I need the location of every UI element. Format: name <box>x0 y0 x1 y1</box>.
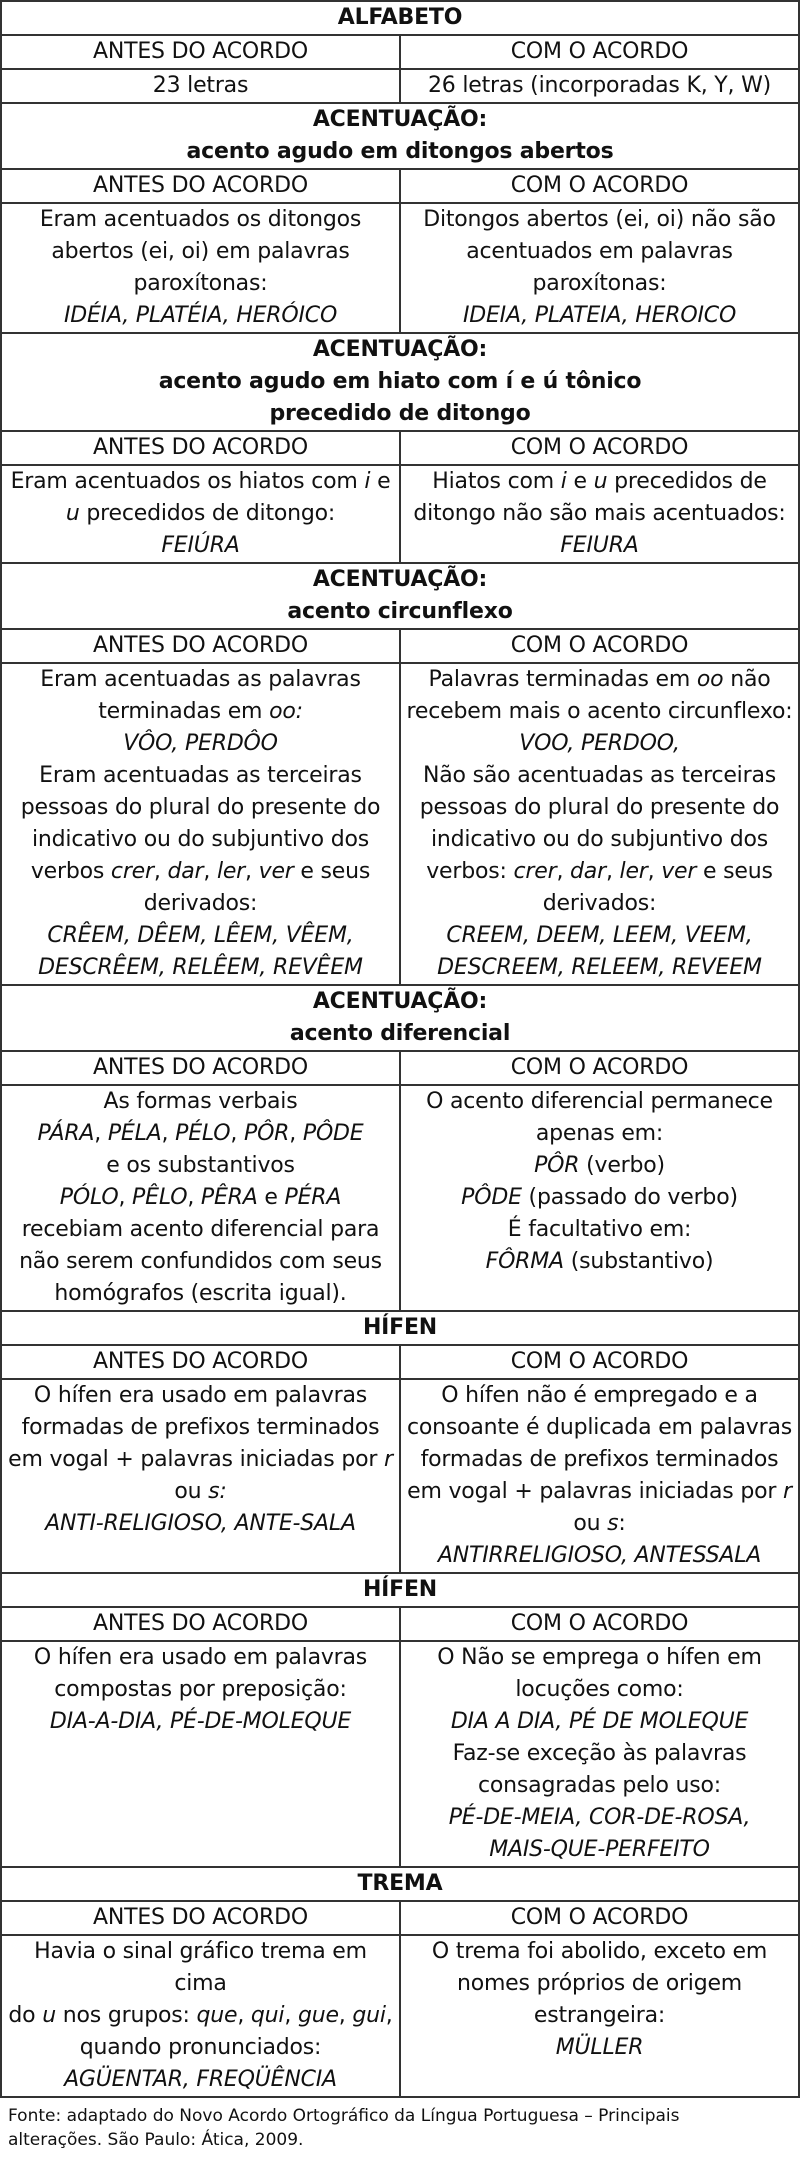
text-segment: e <box>257 1185 285 1210</box>
text-segment: O trema foi abolido, exceto em <box>431 1939 768 1964</box>
text-segment: terminadas em <box>98 699 270 724</box>
text-segment: , <box>237 2003 251 2028</box>
section-title <box>1 1867 799 1901</box>
section-heading-row <box>1 1573 799 1607</box>
text-line <box>405 1642 794 1674</box>
text-segment: nos grupos: <box>55 2003 197 2028</box>
section-heading-row <box>1 1 799 35</box>
text-segment: pessoas do plural do presente do <box>20 795 381 820</box>
section-heading-row <box>1 1867 799 1901</box>
text-segment: indicativo ou do subjuntivo dos <box>430 827 768 852</box>
text-segment: abertos (ei, oi) em palavras <box>51 239 350 264</box>
text-segment: , <box>605 859 620 884</box>
text-line <box>405 1476 794 1508</box>
text-line <box>6 760 395 792</box>
example-term: oo <box>696 667 724 692</box>
text-line <box>405 2032 794 2064</box>
example-term: CRÊEM, DÊEM, LÊEM, VÊEM, <box>47 923 354 948</box>
text-segment: , <box>161 1121 176 1146</box>
text-segment: , <box>556 859 571 884</box>
example-term: PÔR <box>534 1153 580 1178</box>
example-term: FEIURA <box>560 533 639 558</box>
cell-before <box>1 203 400 333</box>
column-header-after: COM O ACORDO <box>400 629 799 663</box>
text-segment: derivados: <box>542 891 657 916</box>
text-line <box>6 1936 395 2000</box>
text-segment: , <box>153 859 168 884</box>
text-segment: locuções como: <box>515 1677 684 1702</box>
text-segment: do <box>8 2003 43 2028</box>
text-line <box>405 888 794 920</box>
text-segment: : <box>618 1511 626 1536</box>
text-segment: em vogal + palavras iniciadas por <box>407 1479 784 1504</box>
text-line <box>405 1380 794 1412</box>
text-line <box>405 856 794 888</box>
text-line <box>6 204 395 236</box>
example-term: r <box>384 1447 393 1472</box>
example-term: ANTIRRELIGIOSO, ANTESSALA <box>437 1543 762 1568</box>
section-title-line: TREMA <box>357 1871 443 1896</box>
text-line <box>405 664 794 696</box>
text-line <box>405 1214 794 1246</box>
example-term: IDEIA, PLATEIA, HEROICO <box>462 303 737 328</box>
text-segment: ou <box>573 1511 608 1536</box>
text-line <box>405 1150 794 1182</box>
text-segment: É facultativo em: <box>507 1217 692 1242</box>
example-term: PÔR <box>244 1121 290 1146</box>
text-segment: , <box>187 1185 201 1210</box>
column-header-after: COM O ACORDO <box>400 431 799 465</box>
example-term: u <box>593 469 608 494</box>
text-segment: , <box>338 2003 353 2028</box>
example-term: r <box>783 1479 792 1504</box>
section-title-line: acento agudo em ditongos abertos <box>186 139 614 164</box>
text-segment: e seus <box>696 859 773 884</box>
section-title <box>1 1311 799 1345</box>
example-term: VÔO, PERDÔO <box>123 731 278 756</box>
cell-after <box>400 69 799 103</box>
text-segment: consagradas pelo uso: <box>478 1773 721 1798</box>
text-segment: Hiatos com <box>432 469 561 494</box>
text-line <box>6 856 395 888</box>
text-line <box>405 1968 794 2000</box>
content-row <box>1 203 799 333</box>
text-line <box>405 1540 794 1572</box>
column-header-row <box>1 431 799 465</box>
text-line <box>405 1706 794 1738</box>
example-term: s <box>607 1511 619 1536</box>
section-title-line: HÍFEN <box>362 1315 438 1340</box>
text-line <box>405 268 794 300</box>
text-line <box>405 1182 794 1214</box>
text-line <box>405 696 794 728</box>
example-term: PÊRA <box>200 1185 258 1210</box>
column-header-row <box>1 169 799 203</box>
text-line <box>6 498 395 530</box>
example-term: AGÜENTAR, FREQÜÊNCIA <box>64 2067 337 2092</box>
text-segment: , <box>284 2003 298 2028</box>
text-segment: derivados: <box>143 891 258 916</box>
source-note <box>0 2098 800 2152</box>
text-line <box>6 1412 395 1444</box>
text-line <box>405 1936 794 1968</box>
text-line <box>6 664 395 696</box>
text-segment: Eram acentuadas as terceiras <box>39 763 362 788</box>
text-line <box>405 1834 794 1866</box>
text-segment: e seus <box>293 859 371 884</box>
section-title-line: precedido de ditongo <box>269 401 531 426</box>
text-segment: nomes próprios de origem <box>456 1971 743 1996</box>
text-segment: , <box>245 859 259 884</box>
example-term: i <box>364 469 371 494</box>
example-term: u <box>65 501 80 526</box>
example-term: PÉLA <box>107 1121 162 1146</box>
text-segment: , <box>230 1121 244 1146</box>
content-row <box>1 1935 799 2097</box>
section-heading-row <box>1 1311 799 1345</box>
text-line <box>6 268 395 300</box>
text-line <box>405 1802 794 1834</box>
text-segment: , <box>203 859 217 884</box>
example-term: IDÉIA, PLATÉIA, HERÓICO <box>63 303 338 328</box>
example-term: ler <box>619 859 648 884</box>
text-segment: formadas de prefixos terminados <box>21 1415 380 1440</box>
text-line <box>6 1150 395 1182</box>
text-segment: 26 letras (incorporadas K, Y, W) <box>427 73 772 98</box>
text-line <box>405 728 794 760</box>
column-header-before: ANTES DO ACORDO <box>1 169 400 203</box>
content-row <box>1 69 799 103</box>
example-term: FEIÚRA <box>161 533 240 558</box>
text-segment: consoante é duplicada em palavras <box>406 1415 793 1440</box>
example-term: CREEM, DEEM, LEEM, VEEM, <box>446 923 753 948</box>
text-line <box>6 1118 395 1150</box>
text-line <box>6 2064 395 2096</box>
section-title-line: acento circunflexo <box>287 599 513 624</box>
text-segment: não <box>723 667 771 692</box>
column-header-row <box>1 629 799 663</box>
text-line <box>405 1412 794 1444</box>
text-segment: verbos: <box>426 859 514 884</box>
comparison-table-body <box>1 1 799 2097</box>
section-title <box>1 333 799 431</box>
text-line <box>6 530 395 562</box>
text-segment: estrangeira: <box>533 2003 666 2028</box>
example-term: FÔRMA <box>485 1249 564 1274</box>
section-title <box>1 985 799 1051</box>
text-segment: , <box>118 1185 133 1210</box>
cell-after <box>400 465 799 563</box>
column-header-after: COM O ACORDO <box>400 1607 799 1641</box>
text-line <box>6 2000 395 2032</box>
text-segment: precedidos de ditongo: <box>79 501 336 526</box>
text-line <box>405 1738 794 1770</box>
text-line <box>6 1246 395 1278</box>
section-heading-row <box>1 985 799 1051</box>
example-term: ANTI-RELIGIOSO, ANTE-SALA <box>45 1511 356 1536</box>
text-line <box>6 888 395 920</box>
section-title-line: ACENTUAÇÃO: <box>312 107 488 132</box>
text-segment: apenas em: <box>535 1121 664 1146</box>
text-line <box>405 760 794 792</box>
cell-before <box>1 1085 400 1311</box>
text-line <box>6 792 395 824</box>
text-line <box>405 1770 794 1802</box>
section-title <box>1 1573 799 1607</box>
cell-before <box>1 1379 400 1573</box>
example-term: PÁRA <box>37 1121 95 1146</box>
text-line <box>6 1086 395 1118</box>
content-row <box>1 1379 799 1573</box>
text-line <box>405 530 794 562</box>
cell-after <box>400 1379 799 1573</box>
example-term: PÔDE <box>302 1121 364 1146</box>
example-term: ver <box>258 859 294 884</box>
example-term: PÔDE <box>461 1185 522 1210</box>
text-line <box>6 1674 395 1706</box>
text-segment: quando pronunciados: <box>79 2035 322 2060</box>
section-title <box>1 1 799 35</box>
column-header-before: ANTES DO ACORDO <box>1 35 400 69</box>
text-line <box>405 1674 794 1706</box>
column-header-row <box>1 35 799 69</box>
text-segment: e <box>370 469 391 494</box>
cell-before <box>1 663 400 985</box>
text-segment: O hífen não é empregado e a <box>441 1383 758 1408</box>
column-header-after: COM O ACORDO <box>400 35 799 69</box>
column-header-row <box>1 1051 799 1085</box>
example-term: DESCRÊEM, RELÊEM, REVÊEM <box>38 955 363 980</box>
text-segment: Eram acentuadas as palavras <box>40 667 361 692</box>
text-segment: compostas por preposição: <box>54 1677 347 1702</box>
text-line <box>6 728 395 760</box>
example-term: MAIS-QUE-PERFEITO <box>489 1837 710 1862</box>
cell-before <box>1 1935 400 2097</box>
text-line <box>6 696 395 728</box>
text-segment: , <box>94 1121 108 1146</box>
text-segment: (passado do verbo) <box>521 1185 738 1210</box>
text-line <box>6 1214 395 1246</box>
example-term: DESCREEM, RELEEM, REVEEM <box>437 955 762 980</box>
column-header-after: COM O ACORDO <box>400 1051 799 1085</box>
content-row <box>1 1641 799 1867</box>
text-segment: O hífen era usado em palavras <box>33 1645 368 1670</box>
text-line <box>405 1444 794 1476</box>
text-segment: verbos <box>30 859 111 884</box>
text-line <box>6 1278 395 1310</box>
text-segment: e os substantivos <box>106 1153 295 1178</box>
column-header-after: COM O ACORDO <box>400 169 799 203</box>
section-title-line: ACENTUAÇÃO: <box>312 337 488 362</box>
text-line <box>405 792 794 824</box>
section-title <box>1 103 799 169</box>
text-segment: Faz-se exceção às palavras <box>452 1741 747 1766</box>
text-line <box>405 498 794 530</box>
example-term: gui <box>352 2003 386 2028</box>
section-title <box>1 563 799 629</box>
section-heading-row <box>1 103 799 169</box>
text-line <box>405 920 794 952</box>
cell-after <box>400 663 799 985</box>
text-line <box>405 1118 794 1150</box>
cell-after <box>400 1935 799 2097</box>
text-line <box>405 2000 794 2032</box>
example-term: PÉLO <box>175 1121 231 1146</box>
content-row <box>1 1085 799 1311</box>
cell-before <box>1 69 400 103</box>
text-line <box>405 236 794 268</box>
cell-before <box>1 1641 400 1867</box>
column-header-before: ANTES DO ACORDO <box>1 431 400 465</box>
text-segment: O Não se emprega o hífen em <box>437 1645 762 1670</box>
text-line <box>6 1182 395 1214</box>
text-segment: 23 letras <box>152 73 249 98</box>
section-title-line: ACENTUAÇÃO: <box>312 567 488 592</box>
example-term: gue <box>297 2003 339 2028</box>
example-term: PÉRA <box>284 1185 342 1210</box>
text-segment: ou <box>174 1479 209 1504</box>
text-line <box>6 236 395 268</box>
text-line <box>6 1642 395 1674</box>
text-line <box>405 1508 794 1540</box>
text-line <box>405 300 794 332</box>
text-segment: recebiam acento diferencial para <box>21 1217 380 1242</box>
section-title-line: ALFABETO <box>337 5 463 30</box>
text-segment: e <box>566 469 594 494</box>
cell-after <box>400 1641 799 1867</box>
text-line <box>6 300 395 332</box>
column-header-before: ANTES DO ACORDO <box>1 1607 400 1641</box>
section-heading-row <box>1 333 799 431</box>
example-term: MÜLLER <box>555 2035 644 2060</box>
text-segment: homógrafos (escrita igual). <box>54 1281 347 1306</box>
text-line <box>405 1086 794 1118</box>
text-segment: As formas verbais <box>103 1089 298 1114</box>
text-segment: Eram acentuados os ditongos <box>39 207 362 232</box>
column-header-before: ANTES DO ACORDO <box>1 1051 400 1085</box>
content-row <box>1 465 799 563</box>
example-term: ler <box>216 859 246 884</box>
text-segment: indicativo ou do subjuntivo dos <box>31 827 369 852</box>
text-line <box>405 466 794 498</box>
text-line <box>6 70 395 102</box>
example-term: DIA-A-DIA, PÉ-DE-MOLEQUE <box>49 1709 352 1734</box>
example-term: s: <box>208 1479 227 1504</box>
text-line <box>405 1246 794 1278</box>
text-segment: , <box>385 2003 393 2028</box>
example-term: u <box>42 2003 56 2028</box>
example-term: PÊLO <box>132 1185 188 1210</box>
example-term: ver <box>661 859 697 884</box>
text-segment: não serem confundidos com seus <box>19 1249 382 1274</box>
source-line: alterações. São Paulo: Ática, 2009. <box>8 2130 304 2150</box>
text-segment: (verbo) <box>579 1153 665 1178</box>
text-line <box>405 952 794 984</box>
source-line: Fonte: adaptado do Novo Acordo Ortográfico da Língua Portuguesa – Principais <box>8 2106 680 2126</box>
example-term: PÓLO <box>59 1185 119 1210</box>
text-segment: em vogal + palavras iniciadas por <box>8 1447 385 1472</box>
text-segment: Eram acentuados os hiatos com <box>10 469 365 494</box>
content-row <box>1 663 799 985</box>
text-segment: , <box>647 859 662 884</box>
text-line <box>405 204 794 236</box>
text-line <box>6 920 395 952</box>
text-line <box>6 2032 395 2064</box>
text-segment: Palavras terminadas em <box>428 667 697 692</box>
section-title-line: HÍFEN <box>362 1577 438 1602</box>
section-title-line: acento diferencial <box>289 1021 511 1046</box>
text-segment: recebem mais o acento circunflexo: <box>406 699 793 724</box>
section-heading-row <box>1 563 799 629</box>
text-line <box>6 1508 395 1540</box>
text-segment: formadas de prefixos terminados <box>420 1447 779 1472</box>
column-header-row <box>1 1345 799 1379</box>
example-term: VOO, PERDOO, <box>519 731 680 756</box>
text-segment: acentuados em palavras <box>466 239 733 264</box>
text-line <box>6 952 395 984</box>
text-segment: Ditongos abertos (ei, oi) não são <box>423 207 776 232</box>
column-header-before: ANTES DO ACORDO <box>1 1901 400 1935</box>
cell-after <box>400 203 799 333</box>
column-header-row <box>1 1607 799 1641</box>
example-term: i <box>560 469 567 494</box>
text-segment: Havia o sinal gráfico trema em cima <box>34 1939 367 1996</box>
text-segment: (substantivo) <box>563 1249 714 1274</box>
column-header-before: ANTES DO ACORDO <box>1 1345 400 1379</box>
text-line <box>6 1380 395 1412</box>
example-term: PÉ-DE-MEIA, COR-DE-ROSA, <box>448 1805 751 1830</box>
text-segment: precedidos de <box>607 469 767 494</box>
text-line <box>6 1444 395 1476</box>
column-header-after: COM O ACORDO <box>400 1345 799 1379</box>
text-line <box>405 70 794 102</box>
column-header-after: COM O ACORDO <box>400 1901 799 1935</box>
text-line <box>6 1476 395 1508</box>
column-header-row <box>1 1901 799 1935</box>
example-term: que <box>196 2003 238 2028</box>
text-segment: O hífen era usado em palavras <box>33 1383 368 1408</box>
example-term: crer <box>513 859 557 884</box>
text-segment: paroxítonas: <box>532 271 667 296</box>
text-line <box>6 1706 395 1738</box>
section-title-line: ACENTUAÇÃO: <box>312 989 488 1014</box>
example-term: qui <box>250 2003 285 2028</box>
text-line <box>405 824 794 856</box>
cell-after <box>400 1085 799 1311</box>
text-segment: ditongo não são mais acentuados: <box>413 501 786 526</box>
text-segment: , <box>289 1121 303 1146</box>
example-term: dar <box>570 859 606 884</box>
text-line <box>6 466 395 498</box>
text-segment: Não são acentuadas as terceiras <box>423 763 776 788</box>
text-line <box>6 824 395 856</box>
section-title-line: acento agudo em hiato com í e ú tônico <box>158 369 642 394</box>
example-term: oo: <box>269 699 303 724</box>
example-term: DIA A DIA, PÉ DE MOLEQUE <box>450 1709 749 1734</box>
text-segment: pessoas do plural do presente do <box>419 795 780 820</box>
example-term: crer <box>110 859 154 884</box>
example-term: dar <box>167 859 204 884</box>
text-segment: paroxítonas: <box>133 271 268 296</box>
cell-before <box>1 465 400 563</box>
column-header-before: ANTES DO ACORDO <box>1 629 400 663</box>
text-segment: O acento diferencial permanece <box>426 1089 773 1114</box>
